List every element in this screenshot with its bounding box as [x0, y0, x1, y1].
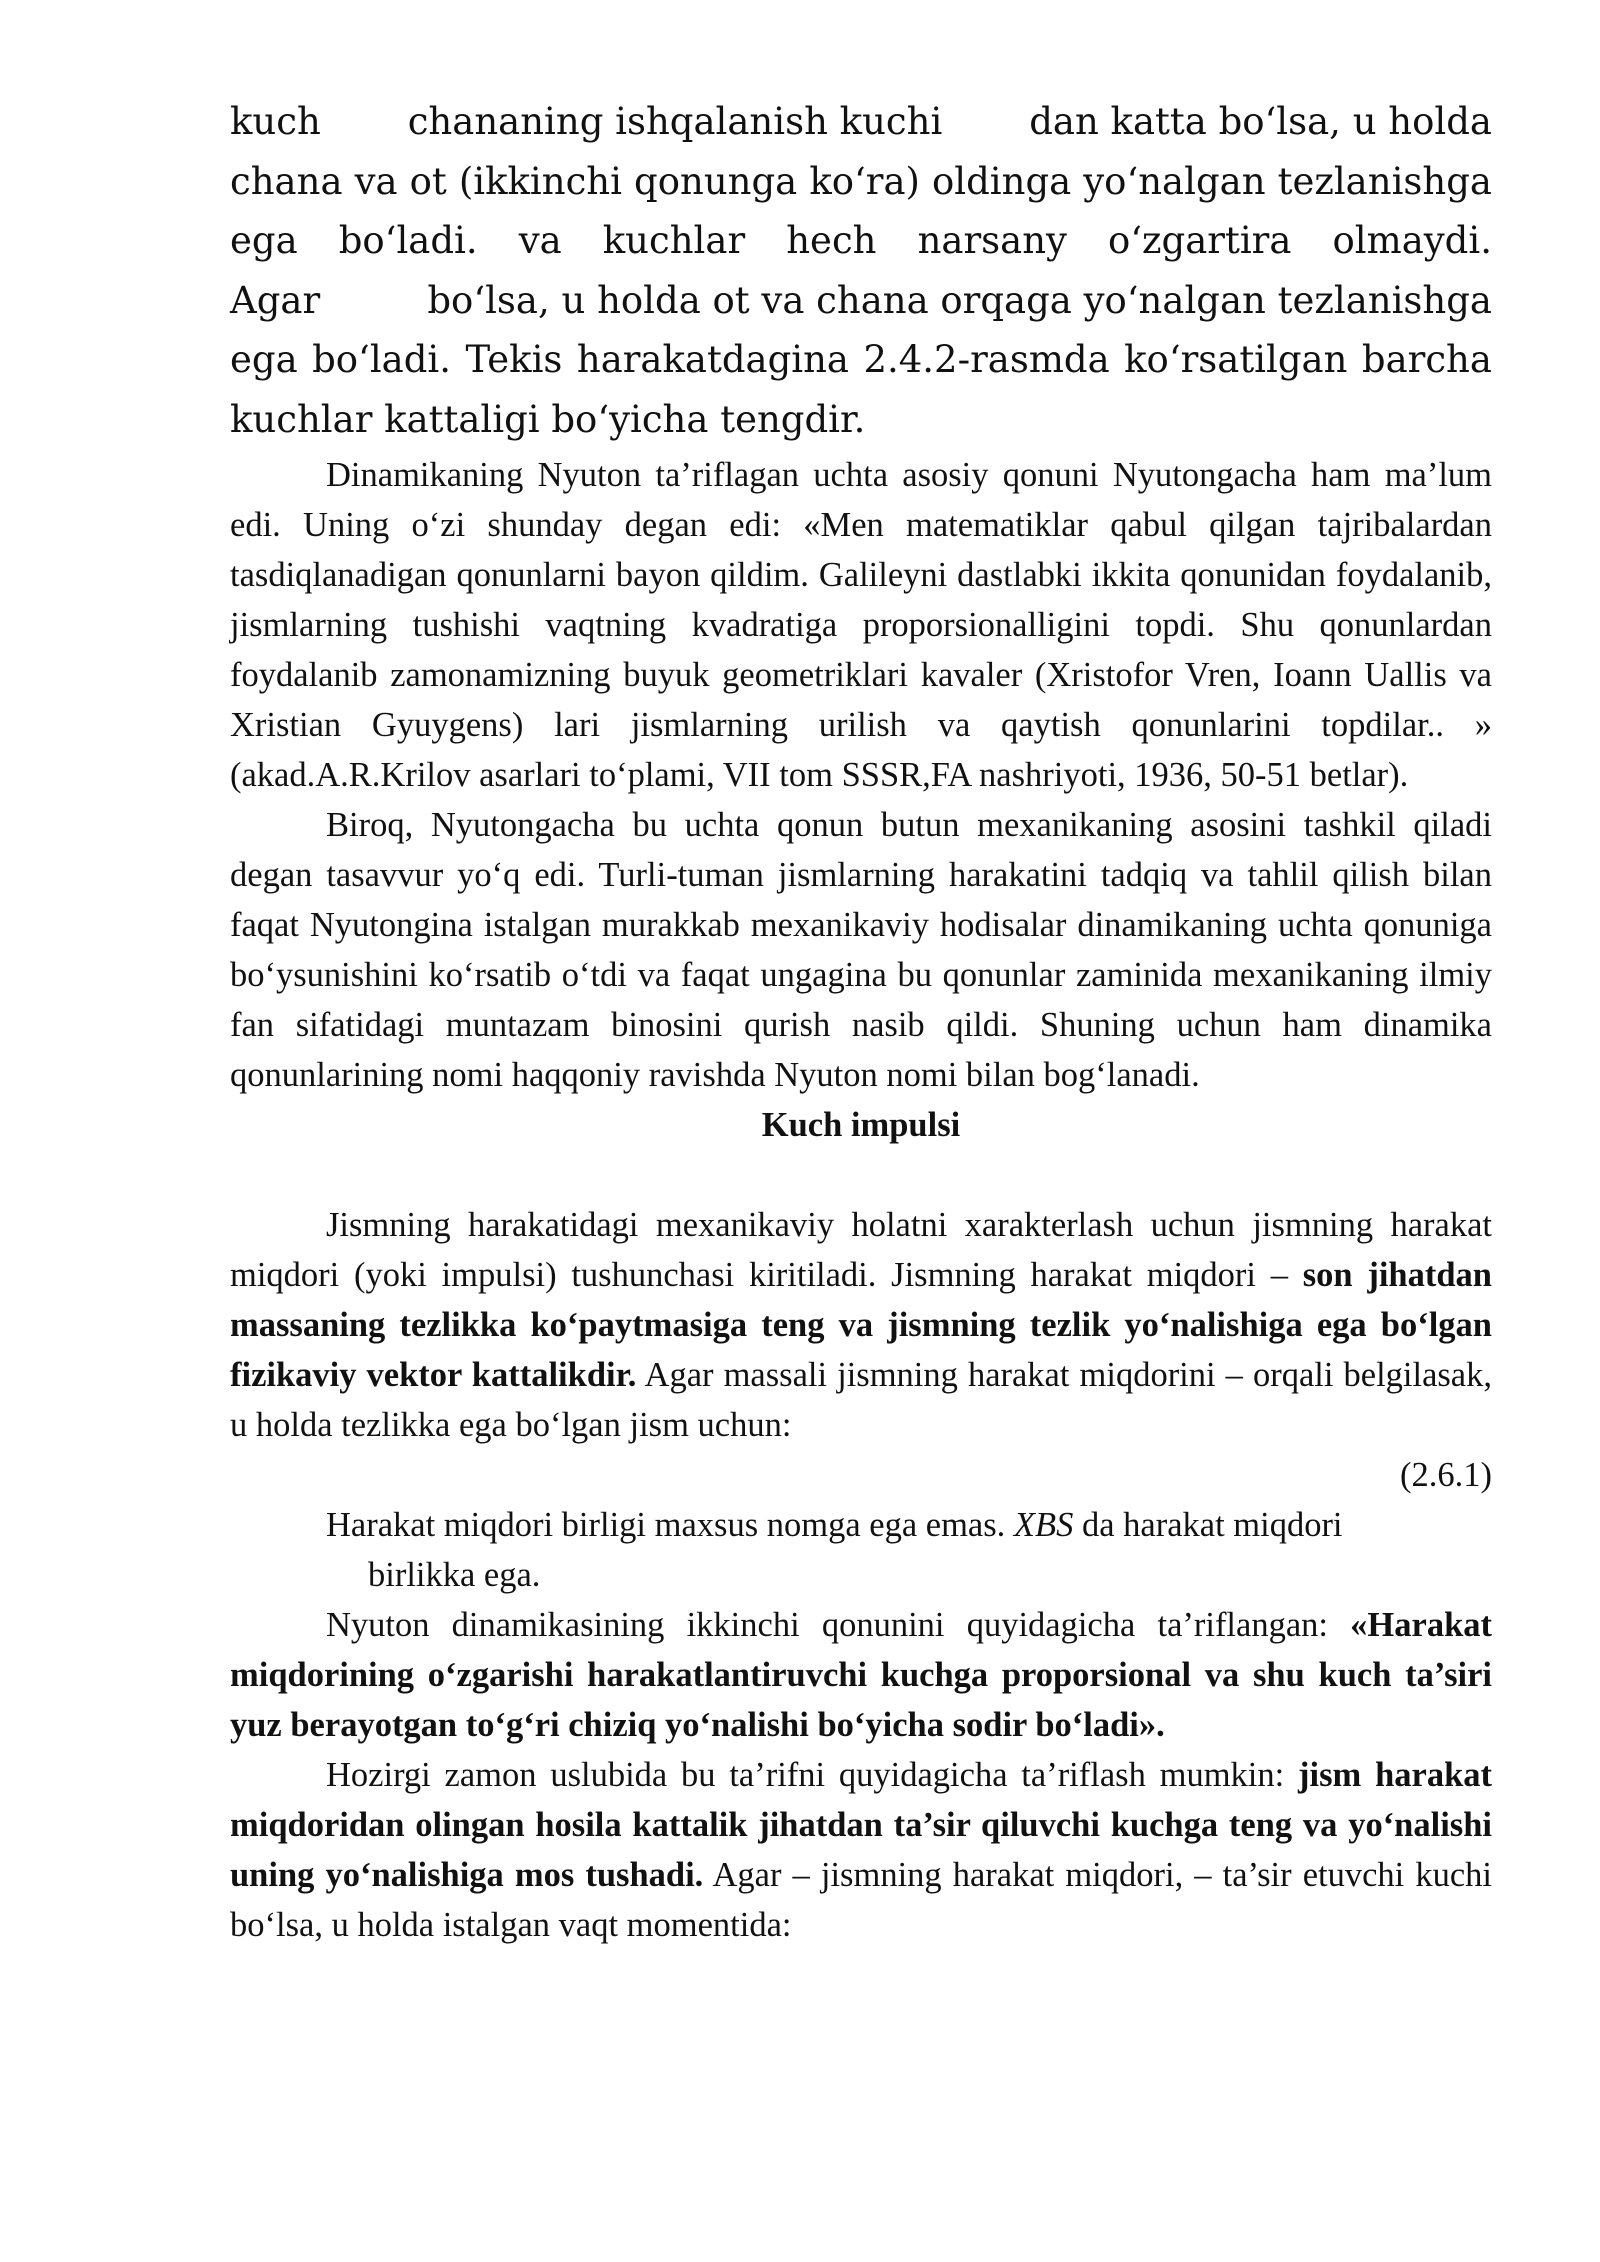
bold-law-statement: «Harakat miqdorining o‘zgarishi harakatlantiruvchi kuchga proporsional va shu kuch ta’siri yuz berayotgan to‘g‘ri chiziq yo‘nalishi bo‘yicha sodir bo‘ladi». [230, 1606, 1492, 1744]
word: 2.4.2-rasmda [863, 338, 1110, 381]
bold-definition: son jihatdan massaning tezlikka ko‘paytmasiga teng va jismning tezlik yo‘nalishiga ega bo‘lgan fizikaviy vektor kattalikdir. [230, 1256, 1492, 1394]
word: bo‘ladi. [338, 219, 478, 262]
word: olmaydi. [1332, 219, 1492, 262]
paragraph [230, 1750, 1492, 1950]
word: ega [230, 219, 298, 262]
word: chana [230, 159, 343, 203]
word: barcha [1361, 338, 1492, 381]
paragraph [230, 1200, 1492, 1450]
paragraph [230, 1600, 1492, 1750]
paragraph: Biroq, Nyutongacha bu uchta qonun butun mexanikaning asosini tashkil qiladi degan tasavvur yo‘q edi. Turli-tuman jismlarning harakatini tadqiq va tahlil qilish bilan faqat Nyutongina istalgan murakkab mexanikaviy hodisalar dinamikaning uchta qonuniga bo‘ysunishini ko‘rsatib o‘tdi va faqat ungagina bu qonunlar zaminida mexanikaning ilmiy fan sifatidagi muntazam binosini qurish nasib qildi. Shuning uchun ham dinamika qonunlarining nomi haqqoniy ravishda Nyuton nomi bilan bog‘lanadi. [230, 806, 1492, 1094]
intro-paragraph [230, 92, 1492, 449]
text-line [230, 152, 1492, 212]
text-line [230, 211, 1492, 271]
text-span: Jismning harakatidagi mexanikaviy holatni xarakterlash uchun jismning harakat miqdori (yoki impulsi) tushunchasi kiritiladi. Jismning harakat miqdori – [230, 1206, 1492, 1294]
word: yo‘nalgan [1083, 159, 1266, 203]
text-span: Nyuton dinamikasining ikkinchi qonunini quyidagicha ta’riflangan: [326, 1606, 1328, 1644]
paragraph-continuation: birlikka ega. [368, 1556, 541, 1594]
text-line [230, 271, 1492, 331]
word: bo‘ladi. [312, 338, 451, 381]
word: ko‘ra) [809, 159, 920, 203]
paragraph: Dinamikaning Nyuton ta’riflagan uchta asosiy qonuni Nyutongacha ham ma’lum edi. Uning o‘zi shunday degan edi: «Men matematiklar qabul qilgan tajribalardan tasdiqlanadigan qonunlarni bayon qildim. Galileyni dastlabki ikkita qonunidan foydalanib, jismlarning tushishi vaqtning kvadratiga proporsionalligini topdi. Shu qonunlardan foydalanib zamonamizning buyuk geometriklari kavaler (Xristofor Vren, Ioann Uallis va Xristian Gyuygens) lari jismlarning urilish va qaytish qonunlarini topdilar.. » (akad.A.R.Krilov asarlari to‘plami, VII tom SSSR,FA nashriyoti, 1936, 50-51 betlar). [230, 456, 1492, 794]
text-line [230, 92, 1492, 152]
word: kuchlar kattaligi bo‘yicha tengdir. [230, 397, 866, 441]
word: bo‘lsa, u holda ot va chana orqaga yo‘nalgan tezlanishga [427, 278, 1492, 322]
text-span: Agar massali jismning harakat miqdorini – orqali belgilasak, u holda tezlikka ega bo‘lgan jism uchun: [230, 1356, 1492, 1444]
word: qonunga [634, 159, 798, 203]
text-span: Harakat miqdori birligi maxsus nomga ega emas. [326, 1506, 1006, 1544]
word: narsany [917, 219, 1067, 262]
equation-number: (2.6.1) [1400, 1456, 1492, 1494]
text-line [230, 390, 1492, 450]
text-span: da harakat miqdori [1081, 1506, 1343, 1544]
word: va [518, 219, 562, 262]
word: (ikkinchi [458, 159, 622, 203]
word: kuch [230, 100, 321, 143]
italic-abbreviation: XBS [1013, 1506, 1074, 1544]
text-span: Agar – jismning harakat miqdori, – ta’sir etuvchi kuchi bo‘lsa, u holda istalgan vaqt momentida: [230, 1856, 1492, 1944]
section-heading: Kuch impulsi [761, 1106, 961, 1144]
body-text [230, 450, 1492, 1950]
word: oldinga [932, 159, 1072, 203]
word: o‘zgartira [1108, 219, 1292, 262]
word: kuchlar [602, 219, 746, 262]
word: ot [409, 159, 447, 203]
word: ko‘rsatilgan [1124, 338, 1348, 381]
bold-definition: jism harakat miqdoridan olingan hosila kattalik jihatdan ta’sir qiluvchi kuchga teng va yo‘nalishi uning yo‘nalishiga mos tushadi. [230, 1756, 1492, 1894]
word: hech [786, 219, 877, 262]
text-span: Hozirgi zamon uslubida bu ta’rifni quyidagicha ta’riflash mumkin: [326, 1756, 1285, 1794]
word: chananing ishqalanish kuchi [407, 100, 943, 143]
word: harakatdagina [576, 338, 849, 381]
word: ega [230, 338, 298, 381]
word: tezlanishga [1277, 159, 1492, 203]
word: Tekis [465, 338, 563, 381]
word: va [354, 159, 398, 203]
word: Agar [230, 278, 321, 322]
word: dan katta bo‘lsa, u holda [1029, 100, 1492, 143]
paragraph [230, 1500, 1492, 1550]
text-line [230, 330, 1492, 390]
spacer [230, 1150, 1492, 1200]
